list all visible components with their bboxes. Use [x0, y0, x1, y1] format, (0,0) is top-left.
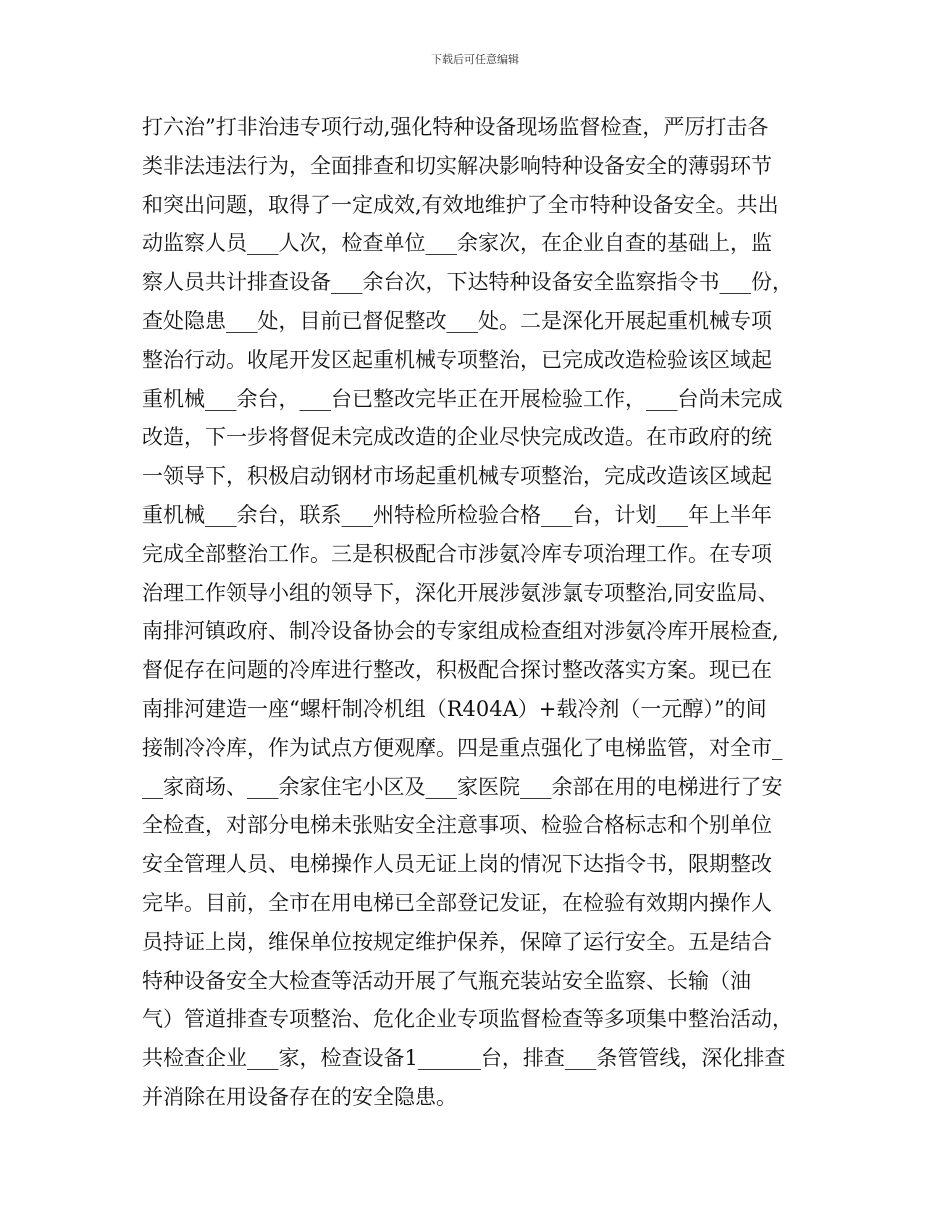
text-line: 员持证上岗，维保单位按规定维护保养，保障了运行安全。五是结合	[142, 929, 772, 954]
text-line: 重机械___余台，___台已整改完毕正在开展检验工作，___台尚未完成	[142, 386, 783, 411]
text-line: 察人员共计排查设备___余台次，下达特种设备安全监察指令书___份，	[142, 270, 793, 295]
text-line: 并消除在用设备存在的安全隐患。	[142, 1084, 457, 1109]
text-line: 完成全部整治工作。三是积极配合市涉氨冷库专项治理工作。在专项	[142, 541, 772, 566]
text-line: 南排河镇政府、制冷设备协会的专家组成检查组对涉氨冷库开展检查,	[142, 619, 779, 644]
text-line: 一领导下，积极启动钢材市场起重机械专项整治，完成改造该区域起	[142, 464, 772, 489]
text-line: 查处隐患___处，目前已督促整改___处。二是深化开展起重机械专项	[142, 308, 772, 333]
text-line: 和突出问题，取得了一定成效,有效地维护了全市特种设备安全。共出	[142, 192, 779, 217]
text-line: 改造，下一步将督促未完成改造的企业尽快完成改造。在市政府的统	[142, 425, 772, 450]
page-header: 下载后可任意编辑	[431, 53, 519, 66]
text-line: 接制冷冷库，作为试点方便观摩。四是重点强化了电梯监管，对全市_	[142, 735, 783, 760]
text-line: 重机械___余台，联系___州特检所检验合格___台，计划___年上半年	[142, 502, 772, 527]
text-line: 督促存在问题的冷库进行整改，积极配合探讨整改落实方案。现已在	[142, 658, 772, 683]
text-line: 全检查，对部分电梯未张贴安全注意事项、检验合格标志和个别单位	[142, 813, 772, 838]
text-line: 共检查企业___家，检查设备1______台，排查___条管管线，深化排查	[142, 1046, 786, 1071]
text-line: 打六治”打非治违专项行动,强化特种设备现场监督检查，严厉打击各	[142, 115, 769, 139]
text-line: __家商场、___余家住宅小区及___家医院___余部在用的电梯进行了安	[142, 774, 783, 799]
text-line: 安全管理人员、电梯操作人员无证上岗的情况下达指令书，限期整改	[142, 852, 772, 877]
text-line: 动监察人员___人次，检查单位___余家次，在企业自查的基础上，监	[142, 231, 772, 256]
text-line: 整治行动。收尾开发区起重机械专项整治，已完成改造检验该区域起	[142, 347, 772, 372]
text-line: 类非法违法行为，全面排查和切实解决影响特种设备安全的薄弱环节	[142, 153, 772, 178]
text-line: 气）管道排查专项整治、危化企业专项监督检查等多项集中整治活动，	[142, 1007, 793, 1032]
text-line: 特种设备安全大检查等活动开展了气瓶充装站安全监察、长输（油	[142, 968, 751, 993]
text-line: 南排河建造一座“螺杆制冷机组（R404A）+载冷剂（一元醇）”的间	[142, 696, 767, 721]
text-line: 治理工作领导小组的领导下，深化开展涉氨涉氯专项整治,同安监局、	[142, 580, 779, 605]
text-line: 完毕。目前，全市在用电梯已全部登记发证，在检验有效期内操作人	[142, 890, 772, 915]
body-paragraph	[142, 108, 822, 1117]
